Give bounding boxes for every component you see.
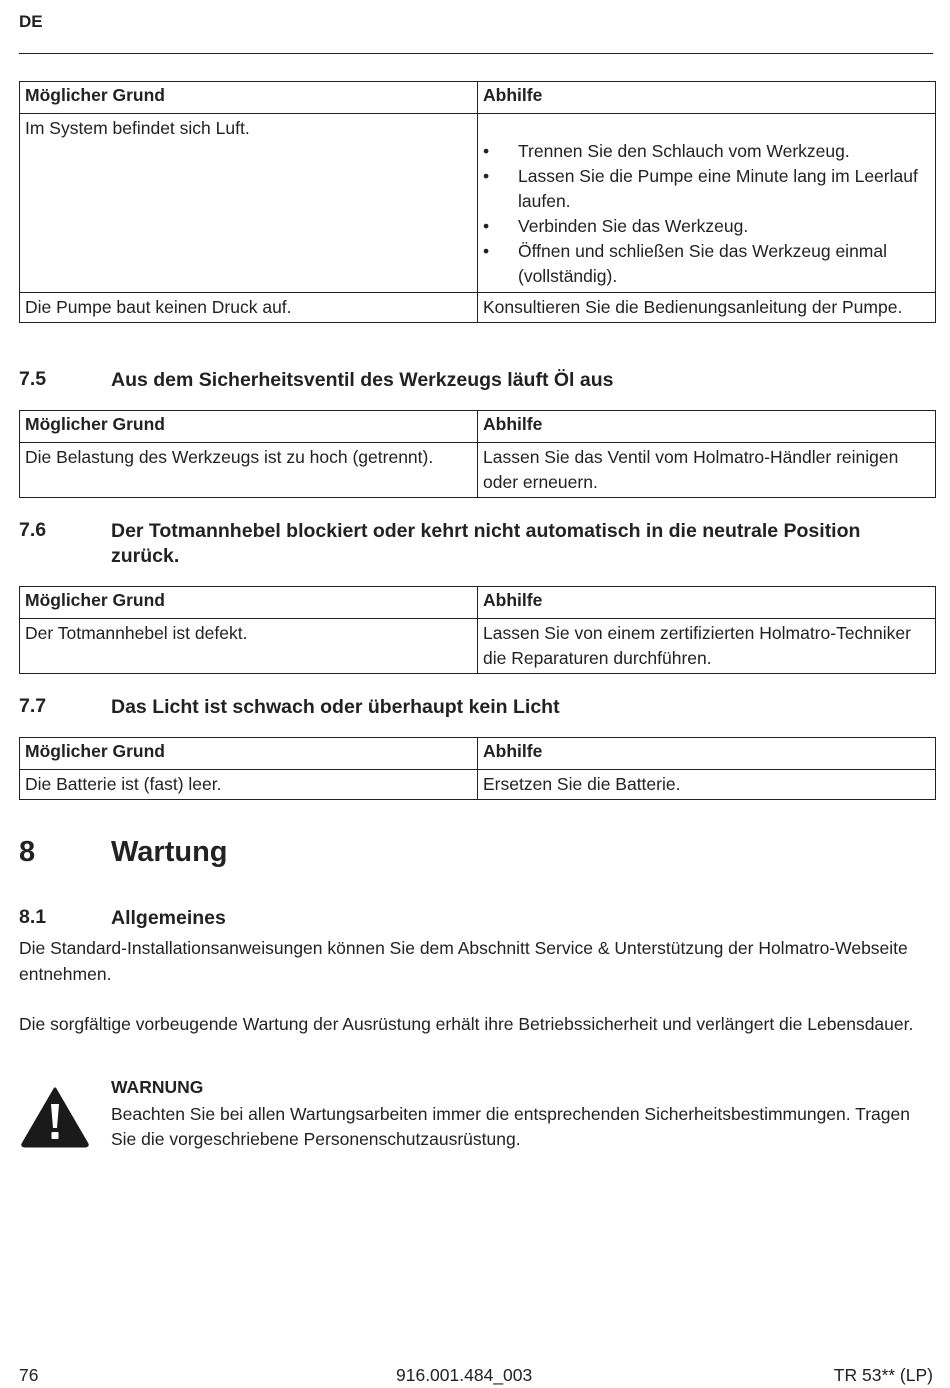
cause-cell: Die Belastung des Werkzeugs ist zu hoch (getrennt). xyxy=(20,443,478,498)
paragraph: Die Standard-Installationsanweisungen können Sie dem Abschnitt Service & Unterstützung der Holmatro-Webseite entnehmen. xyxy=(19,938,908,984)
cause-cell: Die Pumpe baut keinen Druck auf. xyxy=(20,293,478,323)
table-header-row xyxy=(20,411,936,443)
troubleshooting-table-top xyxy=(19,81,936,323)
section-title: Allgemeines xyxy=(111,907,226,929)
list-item: • Verbinden Sie das Werkzeug. xyxy=(483,214,930,239)
cause-cell: Im System befindet sich Luft. xyxy=(20,114,478,293)
remedy-cell: Lassen Sie das Ventil vom Holmatro-Händler reinigen oder erneuern. xyxy=(478,443,936,498)
section-title: Aus dem Sicherheitsventil des Werkzeugs läuft Öl aus xyxy=(111,369,614,391)
header-cause: Möglicher Grund xyxy=(20,411,478,443)
remedy-cell: Ersetzen Sie die Batterie. xyxy=(478,770,936,800)
remedy-cell: Konsultieren Sie die Bedienungsanleitung der Pumpe. xyxy=(478,293,936,323)
header-cause: Möglicher Grund xyxy=(20,587,478,619)
table-row xyxy=(20,770,936,800)
table-row xyxy=(20,619,936,674)
list-item: • Öffnen und schließen Sie das Werkzeug einmal (vollständig). xyxy=(483,239,930,289)
troubleshooting-table-7-6 xyxy=(19,586,936,674)
cause-cell: Der Totmannhebel ist defekt. xyxy=(20,619,478,674)
cause-cell: Die Batterie ist (fast) leer. xyxy=(20,770,478,800)
table-header-row xyxy=(20,738,936,770)
table-row xyxy=(20,293,936,323)
section-title: Das Licht ist schwach oder überhaupt kein Licht xyxy=(111,696,560,718)
warning-title: WARNUNG xyxy=(111,1077,204,1097)
header-remedy: Abhilfe xyxy=(478,738,936,770)
troubleshooting-table-7-5 xyxy=(19,410,936,498)
chapter-number: 8 xyxy=(19,836,36,868)
chapter-title: Wartung xyxy=(111,836,228,868)
table-row xyxy=(20,114,936,293)
warning-triangle-icon xyxy=(20,1086,90,1148)
document-id: 916.001.484_003 xyxy=(396,1365,533,1385)
table-row xyxy=(20,443,936,498)
table-header-row xyxy=(20,82,936,114)
remedy-cell xyxy=(478,114,936,293)
section-number: 7.5 xyxy=(19,368,47,390)
remedy-list xyxy=(483,139,930,289)
table-header-row xyxy=(20,587,936,619)
list-item: • Trennen Sie den Schlauch vom Werkzeug. xyxy=(483,139,930,164)
warning-text: Beachten Sie bei allen Wartungsarbeiten immer die entsprechenden Sicherheitsbestimmungen. Tragen Sie die vorgeschriebene Personenschutzausrüstung. xyxy=(111,1104,910,1149)
remedy-cell: Lassen Sie von einem zertifizierten Holmatro-Techniker die Reparaturen durchführen. xyxy=(478,619,936,674)
section-number: 7.7 xyxy=(19,695,47,717)
paragraph: Die sorgfältige vorbeugende Wartung der Ausrüstung erhält ihre Betriebssicherheit und verlängert die Lebensdauer. xyxy=(19,1014,914,1034)
section-title: Der Totmannhebel blockiert oder kehrt nicht automatisch in die neutrale Position zurück. xyxy=(111,520,861,567)
language-code: DE xyxy=(19,12,43,31)
section-number: 7.6 xyxy=(19,519,47,541)
header-remedy: Abhilfe xyxy=(478,587,936,619)
model-name: TR 53** (LP) xyxy=(833,1365,933,1385)
page-number: 76 xyxy=(19,1365,39,1385)
header-cause: Möglicher Grund xyxy=(20,738,478,770)
header-remedy: Abhilfe xyxy=(478,411,936,443)
troubleshooting-table-7-7 xyxy=(19,737,936,800)
section-number: 8.1 xyxy=(19,906,47,928)
header-remedy: Abhilfe xyxy=(478,82,936,114)
header-divider xyxy=(19,53,933,54)
header-cause: Möglicher Grund xyxy=(20,82,478,114)
list-item: • Lassen Sie die Pumpe eine Minute lang im Leerlauf laufen. xyxy=(483,164,930,214)
